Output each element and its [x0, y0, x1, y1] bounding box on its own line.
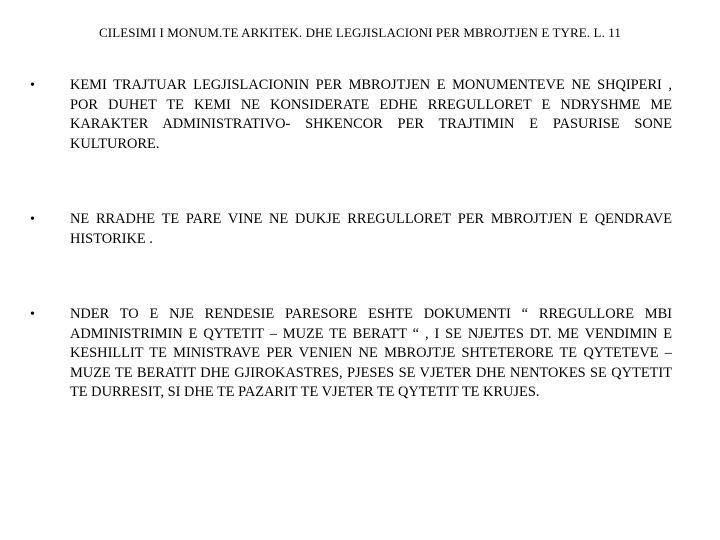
- bullet-text: NE RRADHE TE PARE VINE NE DUKJE RREGULLORET PER MBROJTJEN E QENDRAVE HISTORIKE .: [70, 211, 672, 247]
- bullet-icon: •: [30, 212, 35, 227]
- bullet-icon: •: [30, 307, 35, 322]
- bullet-text: NDER TO E NJE RENDESIE PARESORE ESHTE DOKUMENTI “ RREGULLORE MBI ADMINISTRIMIN E QYTETIT – MUZE TE BERATT “ , I SE NJEJTES DT. ME VENDIMIN E KESHILLIT TE MINISTRAVE PER VENIEN NE MBROJTJE SHTETERORE TE QYTETEVE – MUZE TE BERATIT DHE GJIROKASTRES, PJESES SE VJETER DHE NENTOKES SE QYTETIT TE DURRESIT, SI DHE TE PAZARIT TE VJETER TE QYTETIT TE KRUJES.: [70, 306, 672, 400]
- bullet-icon: •: [30, 78, 35, 93]
- slide-title: CILESIMI I MONUM.TE ARKITEK. DHE LEGJISLACIONI PER MBROJTJEN E TYRE. L. 11: [99, 25, 621, 40]
- bullet-text: KEMI TRAJTUAR LEGJISLACIONIN PER MBROJTJEN E MONUMENTEVE NE SHQIPERI , POR DUHET TE KEMI NE KONSIDERATE EDHE RREGULLORET E NDRYSHME ME KARAKTER ADMINISTRATIVO- SHKENCOR PER TRAJTIMIN E PASURISE SONE KULTURORE.: [70, 77, 672, 152]
